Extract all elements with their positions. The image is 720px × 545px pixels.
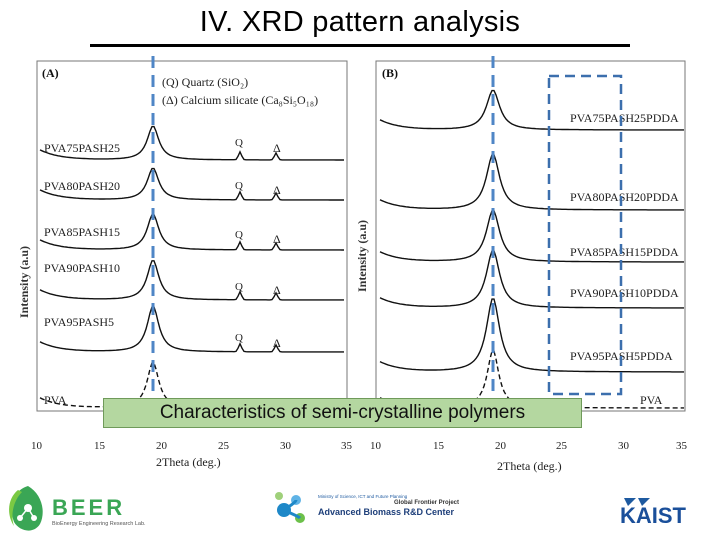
quartz-marker: Q bbox=[235, 180, 243, 192]
panel-b-xlabel: 2Theta (deg.) bbox=[497, 459, 562, 473]
silicate-marker: Δ bbox=[273, 183, 281, 197]
panel-a-xtick: 25 bbox=[218, 440, 229, 452]
panel-a-series-label: PVA bbox=[44, 393, 67, 407]
quartz-marker: Q bbox=[235, 229, 243, 241]
silicate-marker: Δ bbox=[273, 141, 281, 155]
peak-markers bbox=[235, 137, 281, 350]
panel-a-xlabel: 2Theta (deg.) bbox=[156, 455, 221, 469]
panel-a-xtick: 10 bbox=[31, 440, 42, 452]
panel-a-series-label: PVA85PASH15 bbox=[44, 225, 121, 239]
panel-b-label: (B) bbox=[382, 66, 398, 80]
slide-title: IV. XRD pattern analysis bbox=[199, 6, 521, 38]
panel-a-series-label: PVA75PASH25 bbox=[44, 141, 121, 155]
panel-b-xtick: 30 bbox=[618, 440, 629, 452]
silicate-marker: Δ bbox=[273, 336, 281, 350]
panel-a-series-label: PVA90PASH10 bbox=[44, 261, 121, 275]
kaist-logo-text: KAIST bbox=[620, 503, 686, 528]
biomass-center-name: Advanced Biomass R&D Center bbox=[318, 507, 455, 517]
panel-b-series-label: PVA85PASH15PDDA bbox=[570, 245, 679, 259]
panel-b-xtick: 35 bbox=[676, 440, 687, 452]
panel-a-legend-2: (Δ) Calcium silicate (Ca₈Si₅O₁₈) bbox=[162, 93, 319, 107]
panel-a-xtick: 15 bbox=[94, 440, 105, 452]
panel-b-series-label: PVA75PASH25PDDA bbox=[570, 111, 679, 125]
biomass-center-icon bbox=[275, 492, 305, 523]
silicate-marker: Δ bbox=[273, 232, 281, 246]
panel-b-x-axis bbox=[370, 440, 688, 473]
panel-b-xtick: 15 bbox=[433, 440, 444, 452]
panel-a-xtick: 30 bbox=[280, 440, 291, 452]
silicate-marker: Δ bbox=[273, 283, 281, 297]
footer bbox=[0, 478, 720, 540]
panel-b-xtick: 25 bbox=[556, 440, 567, 452]
panel-b-xtick: 20 bbox=[495, 440, 506, 452]
panel-b-ylabel: Intensity (a.u) bbox=[355, 219, 369, 292]
panel-b-xtick: 10 bbox=[370, 440, 381, 452]
panel-b-series-label: PVA90PASH10PDDA bbox=[570, 286, 679, 300]
panel-a-x-axis bbox=[31, 440, 353, 469]
panel-a-series-label: PVA80PASH20 bbox=[44, 179, 121, 193]
panel-a-label: (A) bbox=[42, 66, 59, 80]
quartz-marker: Q bbox=[235, 281, 243, 293]
panel-a-xtick: 20 bbox=[156, 440, 167, 452]
beer-leaf-icon bbox=[9, 486, 43, 531]
panel-a-legend-1: (Q) Quartz (SiO₂) bbox=[162, 75, 249, 89]
quartz-marker: Q bbox=[235, 332, 243, 344]
biomass-ministry-text: Ministry of Science, ICT and Future Planning bbox=[318, 494, 408, 499]
panel-a-xtick: 35 bbox=[341, 440, 352, 452]
panel-b-series-label: PVA bbox=[640, 393, 663, 407]
quartz-marker: Q bbox=[235, 137, 243, 149]
biomass-project-text: Global Frontier Project bbox=[394, 500, 460, 506]
panel-a-curve bbox=[40, 307, 344, 352]
panel-b-series-label: PVA95PASH5PDDA bbox=[570, 349, 673, 363]
footer-logos bbox=[0, 478, 720, 540]
panel-a-ylabel: Intensity (a.u) bbox=[17, 245, 31, 318]
beer-subtitle: BioEnergy Engineering Research Lab. bbox=[52, 521, 146, 527]
panel-a-series-label: PVA95PASH5 bbox=[44, 315, 115, 329]
beer-name: BEER bbox=[52, 495, 126, 520]
caption-box: Characteristics of semi-crystalline polymers bbox=[103, 398, 582, 428]
panel-b-series-label: PVA80PASH20PDDA bbox=[570, 190, 679, 204]
